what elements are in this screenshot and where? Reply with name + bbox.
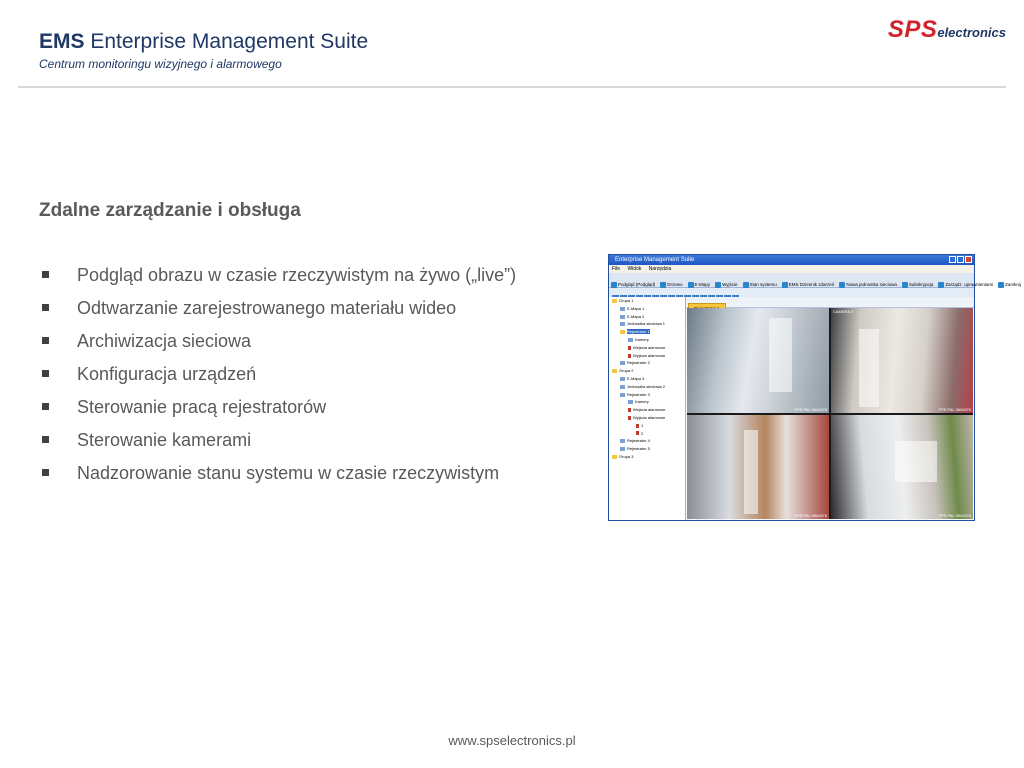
title-bold: EMS — [39, 30, 85, 53]
device-tree — [609, 297, 686, 520]
tree-item — [609, 414, 685, 422]
app-tab: Stan systemu — [741, 278, 780, 292]
tree-item-label: Kamery — [635, 399, 649, 405]
camera-info: FPS PAL 960x576 — [794, 513, 827, 518]
list-item: Podgląd obrazu w czasie rzeczywistym na żywo („live”) — [39, 262, 516, 295]
tree-item — [609, 453, 685, 461]
tree-item — [609, 359, 685, 367]
camera-view — [687, 308, 829, 413]
camera-info: FPS PAL 960x576 — [938, 406, 971, 412]
title-rest: Enterprise Management Suite — [84, 30, 369, 53]
window-controls — [948, 256, 972, 267]
tree-item — [609, 305, 685, 313]
menu-item: File — [612, 266, 621, 272]
tree-item-label: E-Mapa 3 — [627, 375, 645, 381]
app-tab: Nowa jednostka sieciowa — [837, 278, 900, 292]
close-icon — [965, 256, 972, 263]
app-tab: Drzewo — [658, 278, 685, 292]
camera-label: CAMERA 2 — [833, 309, 854, 314]
tree-item-label: Rejestrator 5 — [627, 446, 650, 452]
list-item: Sterowanie pracą rejestratorów — [39, 394, 516, 427]
tree-item — [609, 391, 685, 399]
tree-item — [609, 328, 685, 336]
view-tabs — [686, 297, 974, 308]
tree-item-label: Rejestrator 3 — [627, 391, 650, 397]
tree-item-label: E-Mapa 2 — [627, 313, 645, 319]
maximize-icon — [957, 256, 964, 263]
app-tab: EMS Dziennik zdarzeń — [780, 278, 838, 292]
tree-item — [609, 297, 685, 305]
camera-view — [687, 415, 829, 520]
app-tab: Zarządz. uprawnieniami — [936, 278, 996, 292]
camera-view — [831, 415, 973, 520]
logo-part2: electronics — [937, 25, 1006, 40]
tree-item — [609, 422, 685, 430]
scene-shelf — [769, 318, 792, 391]
feature-list — [39, 262, 516, 493]
app-tab: Podgląd (Podgląd) — [609, 278, 658, 292]
camera-info: FPS PAL 960x576 — [938, 513, 971, 518]
minimize-icon — [949, 256, 956, 263]
list-item: Odtwarzanie zarejestrowanego materiału wideo — [39, 295, 516, 328]
tree-item-label: Jednostka sieciowa 1 — [627, 321, 666, 327]
tree-item-label: Wyjścia alarmowe — [633, 352, 666, 358]
list-item: Nadzorowanie stanu systemu w czasie rzeczywistym — [39, 460, 516, 493]
app-screenshot — [608, 254, 1021, 521]
tree-item — [609, 344, 685, 352]
scene-shelf — [895, 441, 938, 483]
tree-item — [609, 437, 685, 445]
section-title: Zdalne zarządzanie i obsługa — [39, 200, 301, 221]
app-tab: Wyjście — [713, 278, 740, 292]
tree-item-label: Rejestrator 4 — [627, 438, 650, 444]
tree-item — [609, 375, 685, 383]
tree-item-label: Kamery — [635, 336, 649, 342]
camera-grid — [687, 308, 973, 519]
tree-item-label: Jednostka sieciowa 2 — [627, 383, 666, 389]
app-tab: Subskrypcja — [900, 278, 937, 292]
tree-item — [609, 367, 685, 375]
tree-item-label: Grupa 3 — [619, 453, 634, 459]
sps-logo — [888, 16, 1006, 44]
tree-item — [609, 352, 685, 360]
tree-item — [609, 430, 685, 438]
tree-item-label: Rejestrator 1 — [627, 329, 650, 335]
tree-item-label: Grupa 1 — [619, 298, 634, 303]
list-item: Konfiguracja urządzeń — [39, 361, 516, 394]
page-subtitle: Centrum monitoringu wizyjnego i alarmowego — [39, 57, 282, 71]
tree-item-label: Wejścia alarmowe — [633, 407, 666, 413]
tree-item — [609, 398, 685, 406]
tree-item — [609, 336, 685, 344]
app-window-title: Enterprise Management Suite — [615, 257, 695, 263]
list-item: Sterowanie kamerami — [39, 427, 516, 460]
camera-view — [831, 308, 973, 413]
tree-item-label: E-Mapa 1 — [627, 305, 645, 311]
tree-item — [609, 406, 685, 414]
tree-item — [609, 383, 685, 391]
tree-item-label: 2 — [641, 430, 644, 436]
tree-item-label: Grupa 2 — [619, 368, 634, 374]
tree-item — [609, 445, 685, 453]
scene-shelf — [744, 430, 758, 514]
menu-item: Narzędzia — [648, 266, 672, 272]
tree-item — [609, 320, 685, 328]
app-tab: E-Mapy — [686, 278, 714, 292]
page-title — [39, 30, 368, 54]
tree-item-label: Rejestrator 2 — [627, 360, 650, 366]
tree-item — [609, 313, 685, 321]
view-pane — [686, 297, 974, 520]
footer-url: www.spselectronics.pl — [448, 733, 576, 748]
app-titlebar — [609, 255, 974, 265]
list-item: Archiwizacja sieciowa — [39, 328, 516, 361]
header-divider — [18, 86, 1006, 88]
app-tabs — [609, 273, 1021, 288]
tree-item-label: 1 — [641, 422, 644, 428]
logo-part1: SPS — [887, 16, 938, 43]
menu-item: Widok — [627, 266, 642, 272]
scene-shelf — [859, 329, 879, 407]
tree-item-label: Wyjścia alarmowe — [633, 414, 666, 420]
app-tab: Zamknij — [996, 278, 1024, 292]
camera-info: FPS PAL 960x576 — [794, 406, 827, 412]
tree-item-label: Wejścia alarmowe — [633, 344, 666, 350]
app-menubar — [609, 265, 974, 273]
